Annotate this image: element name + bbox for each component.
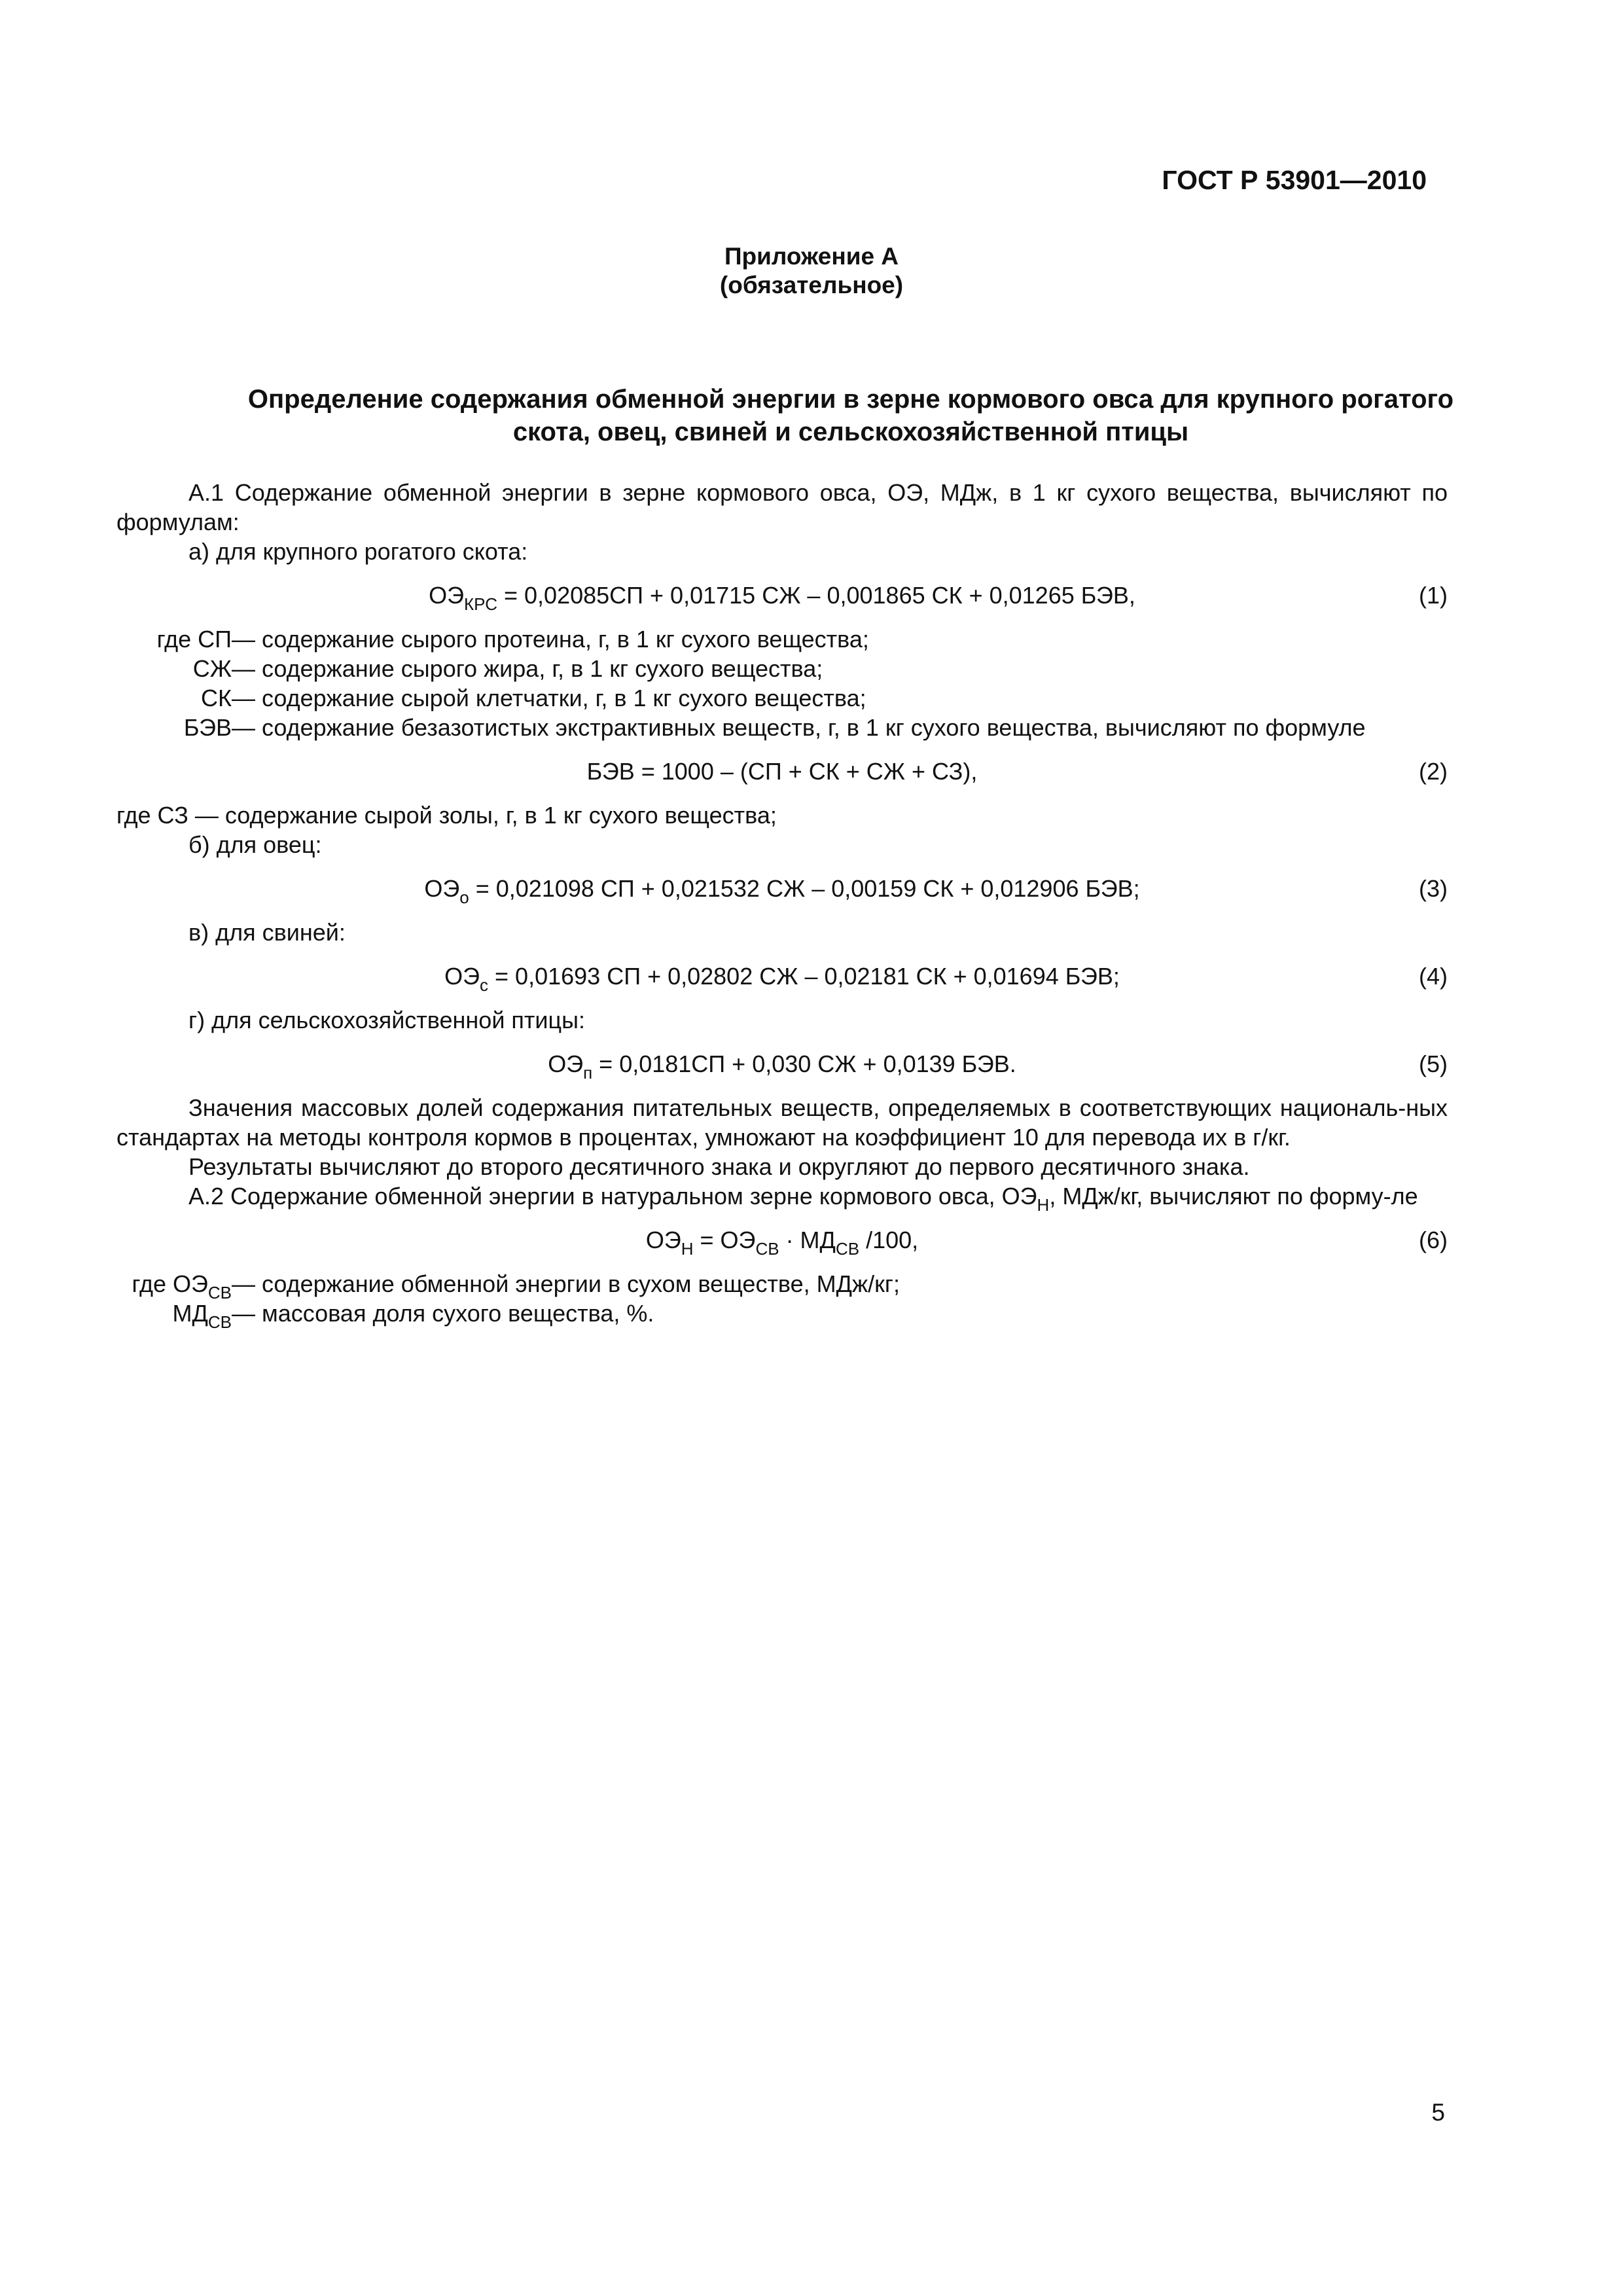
formula-4-expression: $ОЭ_с = 0,01693$ СП + 0,02802 СЖ – 0,02181 СК + 0,01694 БЭВ;	[444, 963, 1120, 995]
paragraph-a2: А.2 Содержание обменной энергии в натуральном зерне кормового овса, $ОЭ_Н$, МДж/кг, вычисляют по форму-ле	[188, 1183, 1418, 1215]
list-item-v: в) для свиней:	[188, 919, 346, 946]
legend-row: где $ОЭ_{СВ}$ — содержание обменной энергии в сухом веществе, МДж/кг;	[132, 1270, 901, 1302]
formula-4	[116, 961, 1448, 995]
formula-5-expression: $ОЭ_п = 0,0181СП + 0,030$ СЖ + 0,0139 БЭВ.	[548, 1050, 1016, 1083]
list-item-g: г) для сельскохозяйственной птицы:	[188, 1007, 586, 1033]
legend-row: $МД_{СВ}$ — массовая доля сухого вещества, %.	[172, 1300, 654, 1332]
formula-6-number: (6)	[1419, 1227, 1448, 1253]
list-item-a: а) для крупного рогатого скота:	[188, 538, 528, 565]
formula-1-number: (1)	[1419, 582, 1448, 609]
formula-3-number: (3)	[1419, 875, 1448, 902]
formula-1	[116, 581, 1448, 614]
formula-4-number: (4)	[1419, 963, 1448, 990]
list-item-b: б) для овец:	[188, 831, 322, 858]
paragraph-results: Результаты вычисляют до второго десятичного знака и округляют до первого десятичного знака.	[188, 1153, 1250, 1180]
legend-row: где СП — содержание сырого протеина, г, в 1 кг сухого вещества;	[156, 626, 869, 653]
section-title	[131, 383, 1571, 448]
formula-6-expression: $ОЭ_Н = ОЭ_{СВ} \cdot МД_{СВ}$ /100,	[645, 1227, 919, 1259]
legend-row: СК — содержание сырой клетчатки, г, в 1 кг сухого вещества;	[201, 685, 866, 711]
legend-formula-1	[116, 624, 1448, 742]
paragraph-values: Значения массовых долей содержания питательных веществ, определяемых в соответствующих националь-ных стандартах на методы контроля кормов в процентах, умножают на коэффициент 10 для перевода их в г/кг.	[116, 1094, 1448, 1151]
legend-formula-6	[116, 1269, 1448, 1332]
section-title-line-2: скота, овец, свиней и сельскохозяйственной птицы	[512, 418, 1189, 446]
formula-2-number: (2)	[1419, 758, 1448, 785]
annex-heading	[0, 242, 1623, 300]
legend-formula-2: где СЗ — содержание сырой золы, г, в 1 кг сухого вещества;	[116, 802, 777, 829]
formula-2	[116, 757, 1448, 786]
page-number: 5	[1431, 2099, 1445, 2126]
annex-status: (обязательное)	[719, 272, 904, 298]
paragraph-a1: А.1 Содержание обменной энергии в зерне кормового овса, ОЭ, МДж, в 1 кг сухого вещества, вычисляют по формулам:	[116, 479, 1448, 535]
standard-code: ГОСТ Р 53901—2010	[1162, 165, 1427, 195]
formula-3-expression: $ОЭ_о = 0,021098$ СП + 0,021532 СЖ – 0,00159 СК + 0,012906 БЭВ;	[424, 875, 1140, 907]
legend-row: СЖ — содержание сырого жира, г, в 1 кг сухого вещества;	[192, 655, 823, 682]
formula-6	[116, 1225, 1448, 1259]
formula-2-expression: БЭВ = 1000 – (СП + СК + СЖ + СЗ),	[586, 758, 978, 785]
legend-row: БЭВ — содержание безазотистых экстрактивных веществ, г, в 1 кг сухого вещества, вычисляют по формуле	[183, 714, 1366, 741]
formula-1-expression: $ОЭ_{КРС} = 0,02085СП + 0,01715$ СЖ – 0,001865 СК + 0,01265 БЭВ,	[429, 582, 1135, 614]
formula-5-number: (5)	[1419, 1050, 1448, 1077]
annex-title: Приложение А	[724, 243, 899, 270]
section-title-line-1: Определение содержания обменной энергии в зерне кормового овса для крупного рогатого	[247, 385, 1454, 414]
formula-5	[116, 1049, 1448, 1083]
formula-3	[116, 874, 1448, 907]
document-body	[116, 478, 1448, 1332]
